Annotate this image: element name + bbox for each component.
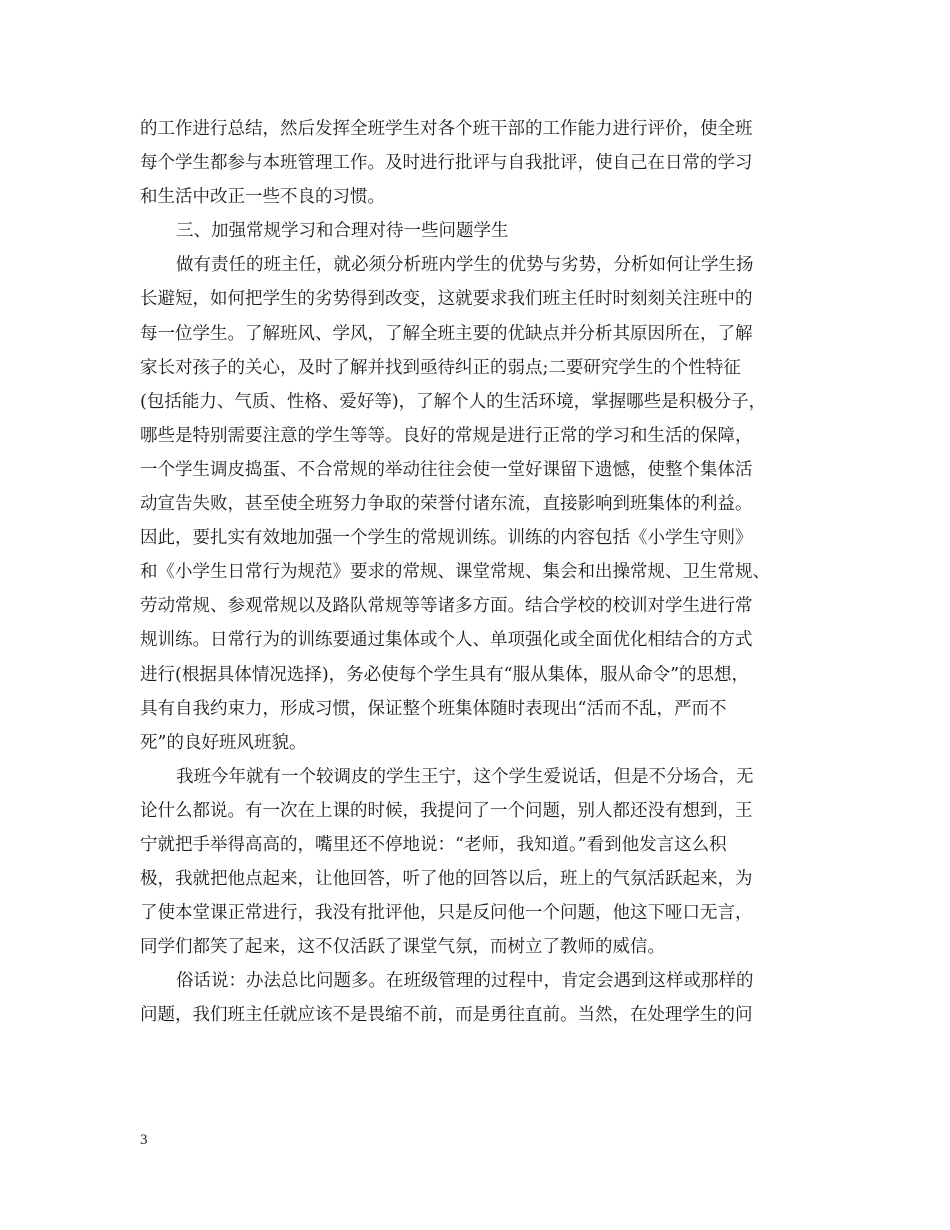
text-line: 极，我就把他点起来，让他回答，听了他的回答以后，班上的气氛活跃起来，为 xyxy=(140,869,753,890)
text-line: 进行(根据具体情况选择)，务必使每个学生具有“服从集体，服从命令”的思想， xyxy=(140,664,750,685)
text-line: 俗话说：办法总比问题多。在班级管理的过程中，肯定会遇到这样或那样的 xyxy=(176,971,754,992)
body-text xyxy=(140,112,820,1033)
text-line: 死”的良好班风班貌。 xyxy=(140,732,307,753)
text-line: 因此，要扎实有效地加强一个学生的常规训练。训练的内容包括《小学生守则》 xyxy=(140,528,753,549)
text-line: (包括能力、气质、性格、爱好等)，了解个人的生活环境，掌握哪些是积极分子， xyxy=(140,391,767,412)
text-line: 同学们都笑了起来，这不仅活跃了课堂气氛，而树立了教师的威信。 xyxy=(140,937,665,958)
page-number: 3 xyxy=(140,1132,148,1148)
text-line: 一个学生调皮捣蛋、不合常规的举动往往会使一堂好课留下遗憾，使整个集体活 xyxy=(140,459,753,480)
text-line: 每个学生都参与本班管理工作。及时进行批评与自我批评，使自己在日常的学习 xyxy=(140,153,753,174)
text-line: 每一位学生。了解班风、学风，了解全班主要的优缺点并分析其原因所在，了解 xyxy=(140,323,753,344)
text-line: 劳动常规、参观常规以及路队常规等等诸多方面。结合学校的校训对学生进行常 xyxy=(140,596,753,617)
text-line: 宁就把手举得高高的，嘴里还不停地说：“老师，我知道。”看到他发言这么积 xyxy=(140,834,727,855)
text-line: 家长对孩子的关心，及时了解并找到亟待纠正的弱点;二要研究学生的个性特征 xyxy=(140,357,741,378)
text-line: 动宣告失败，甚至使全班努力争取的荣誉付诸东流，直接影响到班集体的利益。 xyxy=(140,494,753,515)
text-line: 论什么都说。有一次在上课的时候，我提问了一个问题，别人都还没有想到，王 xyxy=(140,800,753,821)
text-line: 长避短，如何把学生的劣势得到改变，这就要求我们班主任时时刻刻关注班中的 xyxy=(140,289,753,310)
text-line: 了使本堂课正常进行，我没有批评他，只是反问他一个问题，他这下哑口无言， xyxy=(140,903,753,924)
text-line: 做有责任的班主任，就必须分析班内学生的优势与劣势，分析如何让学生扬 xyxy=(176,255,754,276)
text-line: 问题，我们班主任就应该不是畏缩不前，而是勇往直前。当然，在处理学生的问 xyxy=(140,1005,753,1026)
text-line: 我班今年就有一个较调皮的学生王宁，这个学生爱说话，但是不分场合，无 xyxy=(176,766,754,787)
text-line: 哪些是特别需要注意的学生等等。良好的常规是进行正常的学习和生活的保障， xyxy=(140,425,753,446)
text-line: 三、加强常规学习和合理对待一些问题学生 xyxy=(176,221,509,242)
text-line: 具有自我约束力，形成习惯，保证整个班集体随时表现出“活而不乱，严而不 xyxy=(140,698,727,719)
text-line: 规训练。日常行为的训练要通过集体或个人、单项强化或全面优化相结合的方式 xyxy=(140,630,753,651)
text-line: 和《小学生日常行为规范》要求的常规、课堂常规、集会和出操常规、卫生常规、 xyxy=(140,562,770,583)
text-line: 和生活中改正一些不良的习惯。 xyxy=(140,187,385,208)
text-line: 的工作进行总结，然后发挥全班学生对各个班干部的工作能力进行评价，使全班 xyxy=(140,119,753,139)
